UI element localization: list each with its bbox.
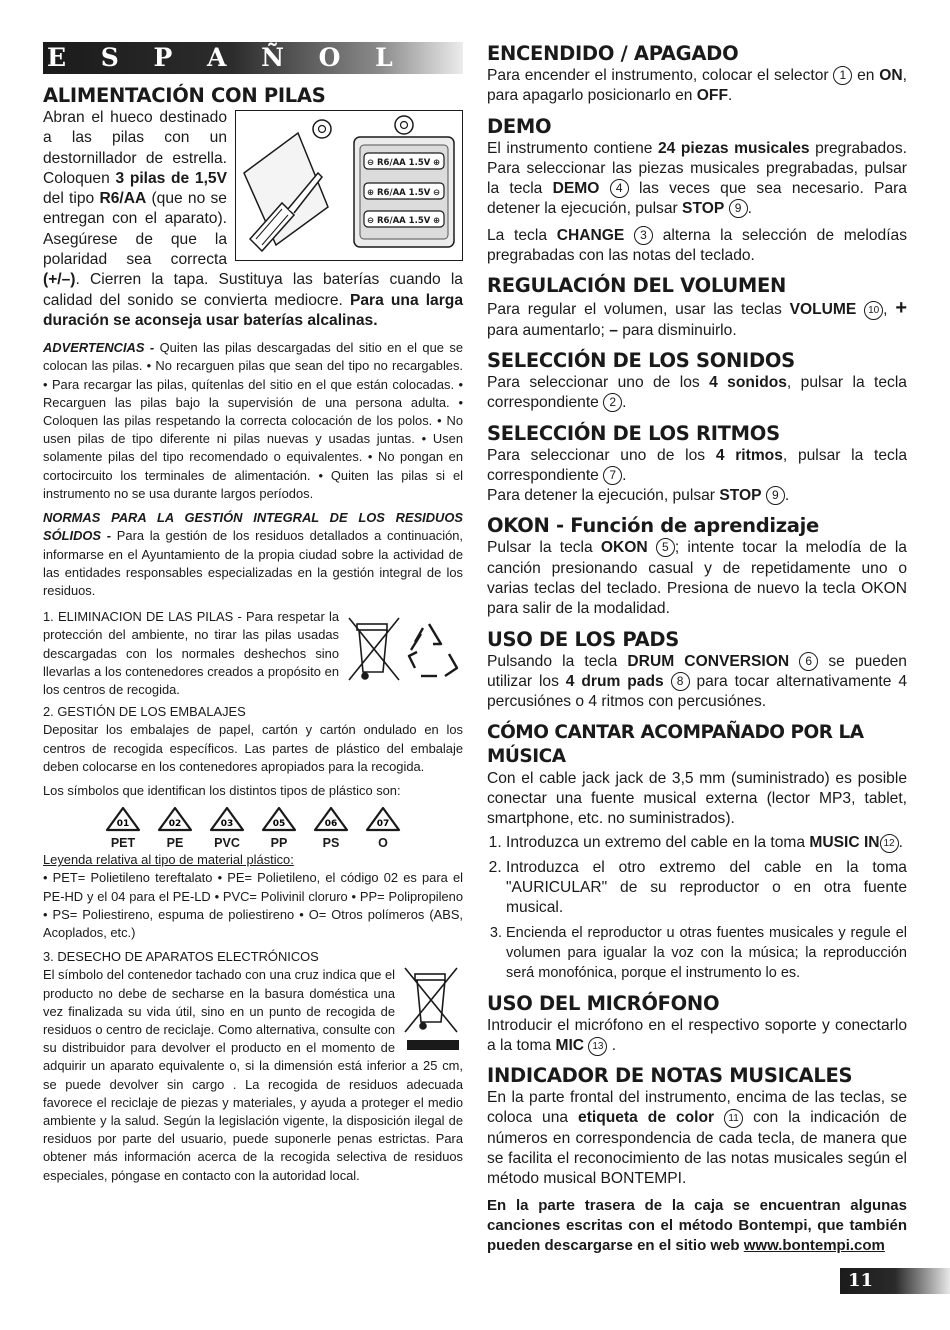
crossed-bin-icon bbox=[405, 968, 457, 1032]
rhythms-text: Para seleccionar uno de los 4 ritmos, pulsar la tecla correspondiente 7 . Para detener la ejecución, pulsar STOP 9 . bbox=[487, 446, 907, 505]
okon-text: Pulsar la tecla OKON 5 ; intente tocar la melodía de la canción presionando casual y de repetidamente uno o varias teclas del teclado. Presiona de nuevo la tecla OKON para salir de la modalidad. bbox=[487, 539, 907, 618]
number-circle: 3 bbox=[634, 226, 653, 245]
number-circle: 7 bbox=[603, 466, 622, 485]
plastic-symbol-2 bbox=[152, 806, 198, 849]
number-circle: 9 bbox=[766, 486, 785, 505]
volume-text: Para regular el volumen, usar las teclas VOLUME 10 , + para aumentarlo; – para disminuirlo. bbox=[487, 297, 907, 339]
battery-1-label: R6/AA 1.5V bbox=[377, 158, 431, 168]
notes-text: En la parte frontal del instrumento, encima de las teclas, se coloca una etiqueta de color 11 con la indicación de números en correspondencia de cada tecla, de manera que se facilita el reconocimiento de las notas musicales según el método musical BONTEMPI. bbox=[487, 1089, 907, 1188]
plastic-code-4: 05 bbox=[272, 819, 286, 830]
number-circle: 5 bbox=[656, 538, 675, 557]
packaging-head: 2. GESTIÓN DE LOS EMBALAJES bbox=[43, 704, 246, 720]
battery-3-plus: ⊕ bbox=[433, 216, 441, 226]
demo-text: El instrumento contiene 24 piezas musicales pregrabados. Para seleccionar las piezas musicales pregrabadas, pulsar la tecla DEMO 4 las veces que sea necesario. Para detener la ejecución, pulsar STOP 9 . bbox=[487, 139, 908, 218]
plastic-name-3: PVC bbox=[214, 836, 240, 851]
sing-steps bbox=[487, 833, 907, 983]
battery-1-plus: ⊕ bbox=[433, 158, 441, 168]
number-circle: 1 bbox=[833, 66, 852, 85]
onoff-title: ENCENDIDO / APAGADO bbox=[487, 42, 739, 65]
songs-text: En la parte trasera de la caja se encuentran algunas canciones escritas con el método Bontempi, que también pueden descargarse en el sitio web www.bontempi.com bbox=[487, 1196, 907, 1255]
mic-title: USO DEL MICRÓFONO bbox=[487, 991, 720, 1015]
notes-title: INDICADOR DE NOTAS MUSICALES bbox=[487, 1064, 853, 1088]
plastic-symbol-5 bbox=[308, 806, 354, 849]
battery-1-minus: ⊖ bbox=[367, 158, 375, 168]
plastic-code-5: 06 bbox=[324, 819, 338, 830]
pads-title: USO DE LOS PADS bbox=[487, 627, 680, 651]
plastic-symbol-6 bbox=[360, 806, 406, 849]
battery-3-label: R6/AA 1.5V bbox=[377, 216, 431, 226]
number-circle: 12 bbox=[880, 834, 899, 853]
plastic-name-2: PE bbox=[166, 836, 184, 851]
website-link[interactable]: www.bontempi.com bbox=[743, 1237, 885, 1255]
pads-text: Pulsando la tecla DRUM CONVERSION 6 se pueden utilizar los 4 drum pads 8 para tocar alternativamente 4 percusiónes o 4 ritmos con percusiónes. bbox=[487, 652, 907, 711]
number-circle: 10 bbox=[864, 301, 883, 320]
plastic-legend-head: Leyenda relativa al tipo de material plástico: bbox=[43, 852, 294, 868]
sing-step-1: 1. Introduzca un extremo del cable en la toma MUSIC IN 12 . bbox=[506, 833, 907, 853]
plastic-symbol-1 bbox=[100, 806, 146, 849]
plastic-code-3: 03 bbox=[220, 819, 234, 830]
electronics-text: El símbolo del contenedor tachado con una cruz indica que el producto no debe de secharse en la basura doméstica una vez finalizada su vida útil, sino en un punto de recogida de residuos o centro de reciclaje. Como alternativa, consulte con su distribuidor para devolver el producto en el momento de adquirir un aparato equivalente o, si la dimensión está inferior a 25 cm, se puede devolver sin cargo . La recogida de residuos adecuada favorece el reciclaje de piezas y materiales, y ayuda a proteger el medio ambiente y la salud. Según la legislación vigente, la disposición ilegal de residuos por parte del usuario, puede suponerle penas estrictas. Para obtener más información acerca de la recogida selectiva de residuos especiales, póngase en contacto con la autoridad local. bbox=[43, 967, 463, 1183]
plastic-symbol-4 bbox=[256, 806, 302, 849]
language-banner: E S P A Ñ O L bbox=[43, 42, 463, 74]
plastic-name-4: PP bbox=[270, 836, 288, 851]
number-circle: 11 bbox=[724, 1109, 743, 1128]
recycle-icons bbox=[345, 610, 463, 690]
sounds-title: SELECCIÓN DE LOS SONIDOS bbox=[487, 348, 795, 372]
sing-intro: Con el cable jack jack de 3,5 mm (suministrado) es posible conectar una fuente musical externa (lector MP3, tablet, smartphone, etc. no suministrados). bbox=[487, 769, 907, 828]
demo-title: DEMO bbox=[487, 114, 552, 138]
plastic-name-1: PET bbox=[110, 836, 136, 851]
battery-2-label: R6/AA 1.5V bbox=[377, 188, 431, 198]
battery-diagram bbox=[235, 110, 463, 261]
sing-step-3: 3. Encienda el reproductor u otras fuentes musicales y regule el volumen para igualar la voz con la música; la reproducción será monofónica, porque el instrumento lo es. bbox=[506, 923, 907, 984]
power-section bbox=[43, 108, 463, 331]
warnings-paragraph: ADVERTENCIAS - Quiten las pilas descargadas del sitio en el que se colocan las pilas. • No recarguen pilas que sean del tipo no recargables. • Para recargar las pilas, quítenlas del sitio en el que están colocadas. • Recarguen las pilas bajo la supervisión de una persona adulta. • Coloquen las pilas respetando la correcta colocación de los polos. • No usen pilas de tipo diferente ni pilas nuevas y usadas juntas. • Usen solamente pilas del tipo recomendado o equivalentes. • No pongan en cortocircuito los terminales de alimentación. • Quiten las pilas si el instrumento no se usa durante largos períodos. bbox=[43, 340, 463, 501]
onoff-text: Para encender el instrumento, colocar el selector 1 en ON, para apagarlo posicionarlo en OFF. bbox=[487, 67, 907, 105]
crossed-bin-icon bbox=[349, 618, 399, 680]
power-text: Abran el hueco destinado a las pilas con un destornillador de estrella. Coloquen 3 pilas de 1,5V del tipo R6/AA (que no se entregan con el aparato). Asegúrese de que la polaridad sea correcta (+/–). Cierren la tapa. Sustituya las baterías cuando la calidad del sonido se convierta mediocre. Para una larga duración se aconseja usar baterías alcalinas. bbox=[43, 109, 463, 329]
plus-symbol: + bbox=[895, 297, 907, 320]
minus-symbol: – bbox=[609, 321, 618, 339]
sounds-text: Para seleccionar uno de los 4 sonidos, pulsar la tecla correspondiente 2 . bbox=[487, 373, 907, 412]
change-text: La tecla CHANGE 3 alterna la selección de melodías pregrabadas con las notas del teclado. bbox=[487, 226, 907, 265]
waste-paragraph: NORMAS PARA LA GESTIÓN INTEGRAL DE LOS RESIDUOS SÓLIDOS - Para la gestión de los residuos detallados a continuación, informarse en el Ayuntamiento de la propia ciudad sobre la actividad de las entidades responsables especializadas en la gestión integral de los residuos. bbox=[43, 510, 464, 598]
plastic-name-6: O bbox=[378, 836, 388, 851]
plastic-code-1: 01 bbox=[116, 819, 130, 830]
number-circle: 2 bbox=[603, 393, 622, 412]
battery-disposal-text: 1. ELIMINACION DE LAS PILAS - Para respetar la protección del ambiente, no tirar las pilas usadas descargadas con los normales deshechos sino llevarlas a los contenedores creados a propósito en los centros de recogida. bbox=[43, 609, 339, 697]
okon-title: OKON - Función de aprendizaje bbox=[487, 514, 819, 538]
recycling-icon bbox=[409, 624, 457, 676]
power-title: ALIMENTACIÓN CON PILAS bbox=[43, 84, 326, 107]
battery-disposal-section bbox=[43, 608, 463, 699]
number-circle: 8 bbox=[671, 672, 690, 691]
plastic-code-2: 02 bbox=[168, 819, 182, 830]
number-circle: 9 bbox=[729, 199, 748, 218]
electronics-head: 3. DESECHO DE APARATOS ELECTRÓNICOS bbox=[43, 949, 319, 965]
volume-title: REGULACIÓN DEL VOLUMEN bbox=[487, 274, 787, 298]
packaging-text: Depositar los embalajes de papel, cartón y cartón ondulado en los centros de recogida específicos. Las partes de plástico del embalaje deben colocarse en los contenedores apropiados para la recogida. bbox=[43, 722, 463, 774]
sing-step-2: 2. Introduzca el otro extremo del cable en la toma "AURICULAR" de su reproductor o en otra fuente musical. bbox=[506, 858, 907, 919]
number-circle: 13 bbox=[588, 1037, 607, 1056]
plastic-legend-text: • PET= Polietileno tereftalato • PE= Polietileno, el código 02 es para el PE-HD y el 04 para el PE-LD • PVC= Polivinil cloruro • PP= Polipropileno • PS= Poliestireno, espuma de poliestireno • O= Otros polímeros (ABS, Acoplados, etc.) bbox=[43, 870, 463, 940]
plastic-name-5: PS bbox=[322, 836, 340, 851]
number-circle: 4 bbox=[610, 179, 629, 198]
plastic-code-6: 07 bbox=[376, 819, 390, 830]
sing-title: CÓMO CANTAR ACOMPAÑADO POR LA MÚSICA bbox=[487, 721, 864, 767]
plastic-intro: Los símbolos que identifican los distintos tipos de plástico son: bbox=[43, 782, 401, 798]
battery-3-minus: ⊖ bbox=[367, 216, 375, 226]
weee-bar bbox=[407, 1040, 459, 1050]
rhythms-title: SELECCIÓN DE LOS RITMOS bbox=[487, 421, 780, 445]
right-column bbox=[487, 42, 907, 1256]
page-number: 11 bbox=[840, 1268, 950, 1294]
electronics-section bbox=[43, 966, 463, 1184]
weee-symbol bbox=[401, 966, 463, 1054]
battery-2-minus: ⊖ bbox=[433, 188, 441, 198]
battery-2-plus: ⊕ bbox=[367, 188, 375, 198]
plastic-symbols bbox=[43, 806, 463, 849]
number-circle: 6 bbox=[799, 652, 818, 671]
plastic-symbol-3 bbox=[204, 806, 250, 849]
mic-text: Introducir el micrófono en el respectivo soporte y conectarlo a la toma MIC 13 . bbox=[487, 1016, 907, 1054]
left-column bbox=[43, 42, 463, 1185]
